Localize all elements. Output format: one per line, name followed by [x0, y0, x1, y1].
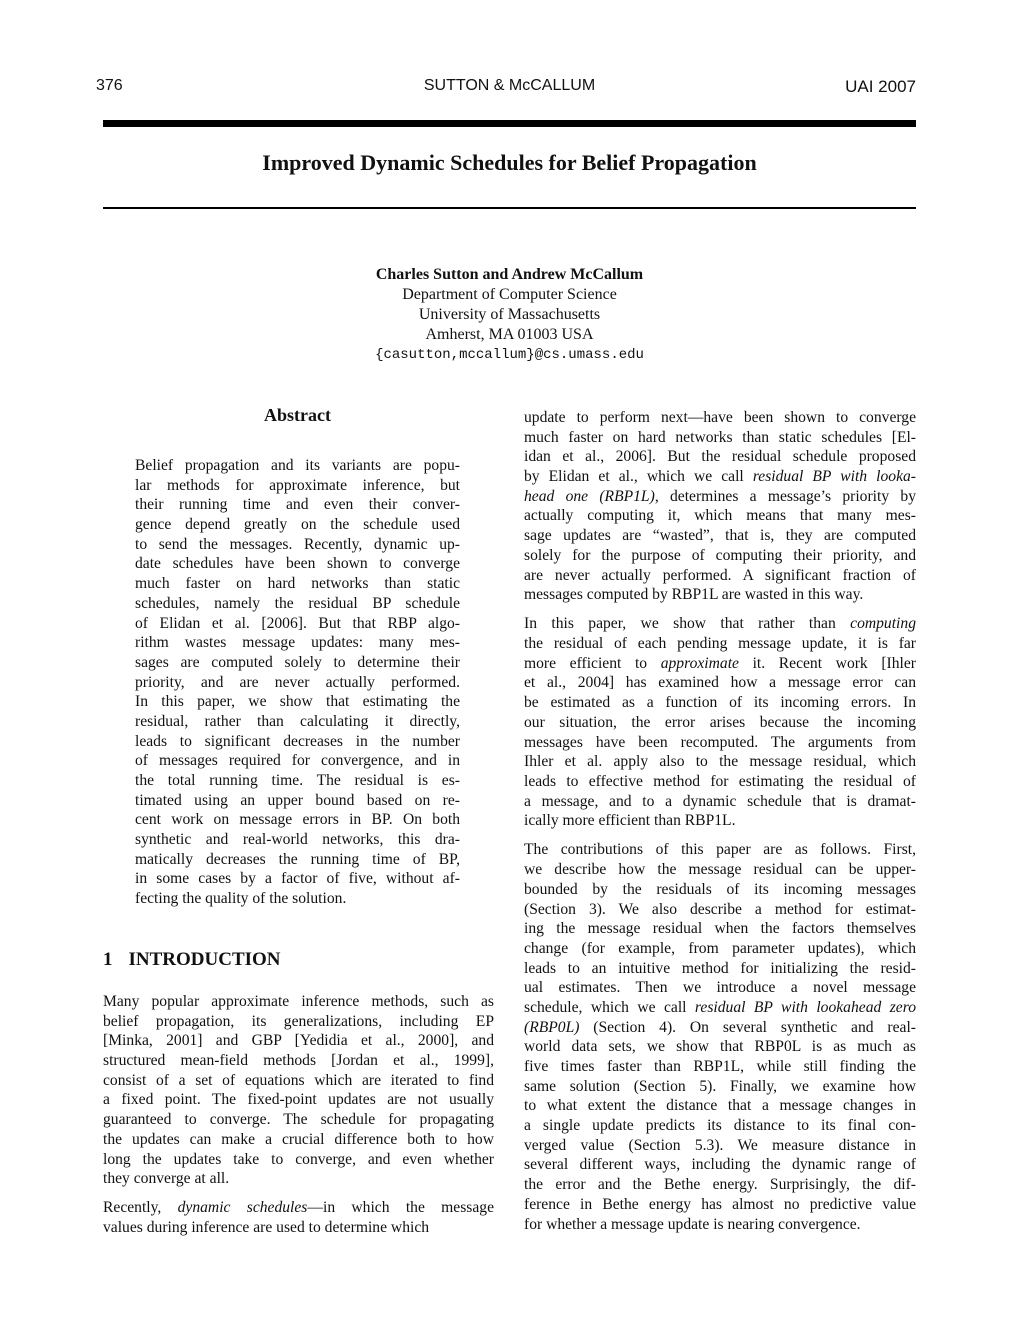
intro-body: [103, 992, 494, 1247]
text-line: consist of a set of equations which are iterated to find: [103, 1071, 494, 1089]
text-line: change (for example, from parameter updates), which: [524, 939, 916, 957]
text-line: [Minka, 2001] and GBP [Yedidia et al., 2000], and: [103, 1032, 494, 1050]
text-segment: In this paper, we show that rather than: [524, 615, 851, 633]
text-line: a fixed point. The fixed-point updates are not usually: [103, 1091, 494, 1109]
abstract-heading: Abstract: [264, 405, 331, 425]
text-line: leads to an intuitive method for initializing the resid-: [524, 959, 916, 977]
text-line: date schedules have been shown to converge: [135, 555, 460, 573]
text-line: we describe how the message residual can be upper-: [524, 861, 916, 879]
emphasis: (RBP0L): [524, 1018, 580, 1036]
running-title: SUTTON & McCALLUM: [423, 77, 596, 94]
text-line: solely for the purpose of computing their priority, and: [524, 546, 916, 564]
paragraph: [524, 408, 916, 605]
text-line: synthetic and real-world networks, this dra-: [135, 831, 460, 849]
emphasis: head one (RBP1L): [524, 487, 655, 505]
text-segment: Recently,: [103, 1199, 178, 1217]
text-line: structured mean-field methods [Jordan et al., 1999],: [103, 1052, 494, 1070]
text-line: The contributions of this paper are as follows. First,: [524, 841, 916, 859]
title-rule: [103, 207, 916, 209]
text-line: the updates can make a crucial difference both to how: [103, 1130, 494, 1148]
right-column-body: [524, 408, 916, 1244]
text-line: bounded by the residuals of its incoming messages: [524, 880, 916, 898]
text-line: et al., 2004] has examined how a message error can: [524, 674, 916, 692]
text-line: ference in Bethe energy has almost no predictive value: [524, 1195, 916, 1213]
text-line: the total running time. The residual is es-: [135, 772, 460, 789]
text-line: fecting the quality of the solution.: [135, 890, 347, 908]
text-line: be estimated as a function of its incoming errors. In: [524, 694, 916, 712]
text-segment: it. Recent work [Ihler: [738, 654, 916, 672]
author-names: Charles Sutton and Andrew McCallum: [375, 266, 644, 283]
emphasis: approximate: [660, 654, 739, 672]
text-line: Many popular approximate inference methods, such as: [103, 993, 494, 1010]
text-segment: by Elidan et al., which we call: [524, 468, 753, 486]
author-univ: University of Massachusetts: [418, 306, 601, 323]
paragraph: [524, 614, 916, 831]
text-line: to send the messages. Recently, dynamic up-: [135, 535, 460, 553]
text-line: schedules, namely the residual BP schedule: [135, 594, 460, 612]
text-line: are never actually performed. A significant fraction of: [524, 566, 916, 584]
text-line: the error and the Bethe energy. Surprisingly, the dif-: [524, 1176, 916, 1194]
text-line: five times faster than RBP1L, while still finding the: [524, 1058, 916, 1075]
text-line: ing the message residual when the factors themselves: [524, 920, 916, 938]
emphasis: residual BP with lookahead zero: [694, 998, 916, 1016]
text-segment: more efficient to: [524, 654, 661, 672]
text-line: messages computed by RBP1L are wasted in this way.: [524, 586, 864, 604]
section-heading: [103, 949, 281, 971]
text-line: lar methods for approximate inference, but: [135, 476, 460, 494]
section-number: 1: [103, 949, 113, 970]
text-line: leads to effective method for estimating the residual of: [524, 772, 916, 790]
text-line: rithm wastes message updates: many mes-: [135, 634, 460, 652]
text-line: [524, 654, 916, 674]
text-line: they converge at all.: [103, 1170, 230, 1188]
text-line: world data sets, we show that RBP0L is as much as: [524, 1038, 916, 1056]
text-line: [524, 467, 916, 487]
text-line: [524, 614, 916, 634]
text-line: Ihler et al. apply also to the message residual, which: [524, 753, 916, 771]
abstract-body: [135, 456, 460, 918]
emphasis: computing: [850, 615, 916, 633]
paragraph: [103, 992, 494, 1189]
text-line: cent work on message errors in BP. On both: [135, 811, 460, 829]
text-line: [103, 1198, 494, 1218]
paragraph: [135, 456, 460, 909]
text-line: long the updates take to converge, and even whether: [103, 1150, 494, 1168]
text-line: of Elidan et al. [2006]. But that RBP algo-: [135, 614, 460, 632]
text-line: gence depend greatly on the schedule used: [135, 516, 460, 534]
text-line: leads to significant decreases in the number: [135, 732, 460, 750]
text-line: of messages required for convergence, and in: [135, 752, 460, 770]
text-line: much faster on hard networks than static: [135, 575, 460, 593]
emphasis: dynamic schedules: [177, 1199, 308, 1217]
emphasis: residual BP with looka-: [752, 468, 916, 486]
author-dept: Department of Computer Science: [402, 286, 617, 303]
page-number: 376: [96, 77, 123, 94]
top-rule: [103, 120, 916, 127]
text-line: sage updates are “wasted”, that is, they are computed: [524, 527, 916, 545]
text-line: priority, and are never actually performed.: [135, 673, 460, 691]
text-line: [524, 998, 916, 1018]
author-address: Amherst, MA 01003 USA: [425, 326, 594, 343]
text-line: matically decreases the running time of BP,: [135, 850, 460, 868]
text-segment: —in which the message: [307, 1199, 495, 1217]
text-line: sages are computed solely to determine their: [135, 653, 460, 671]
text-line: idan et al., 2006]. But the residual schedule proposed: [524, 448, 916, 466]
text-line: values during inference are used to determine which: [103, 1219, 430, 1237]
text-line: [524, 1018, 916, 1038]
text-line: our situation, the error arises because the incoming: [524, 713, 916, 731]
text-line: ual estimates. Then we introduce a novel message: [524, 979, 916, 997]
text-line: update to perform next—have been shown to converge: [524, 409, 916, 426]
paragraph: [103, 1198, 494, 1237]
text-line: timated using an upper bound based on re-: [135, 791, 460, 809]
author-email: {casutton,mccallum}@cs.umass.edu: [375, 347, 644, 363]
text-line: In this paper, we show that estimating the: [135, 693, 460, 711]
text-line: a single update predicts its distance to its final con-: [524, 1117, 916, 1135]
text-line: much faster on hard networks than static schedules [El-: [524, 428, 916, 446]
text-line: [524, 487, 916, 507]
paragraph: [524, 840, 916, 1234]
text-line: Belief propagation and its variants are popu-: [135, 457, 460, 474]
venue: UAI 2007: [845, 77, 916, 96]
text-line: their running time and even their conver-: [135, 496, 460, 514]
text-line: verged value (Section 5.3). We measure distance in: [524, 1136, 916, 1154]
text-line: residual, rather than calculating it directly,: [135, 712, 460, 730]
text-line: the residual of each pending message update, it is far: [524, 635, 916, 653]
text-line: same solution (Section 5). Finally, we examine how: [524, 1077, 916, 1095]
text-segment: , determines a message’s priority by: [654, 487, 916, 505]
text-line: belief propagation, its generalizations, including EP: [103, 1012, 494, 1030]
text-line: ically more efficient than RBP1L.: [524, 812, 736, 830]
text-line: actually computing it, which means that many mes-: [524, 507, 916, 525]
section-title: INTRODUCTION: [128, 949, 281, 970]
text-line: messages have been recomputed. The arguments from: [524, 733, 916, 751]
text-line: (Section 3). We also describe a method for estimat-: [524, 900, 916, 918]
text-line: guaranteed to converge. The schedule for propagating: [103, 1111, 494, 1129]
text-line: a message, and to a dynamic schedule that is dramat-: [524, 792, 916, 810]
text-line: in some cases by a factor of five, without af-: [135, 870, 460, 888]
text-segment: (Section 4). On several synthetic and real-: [579, 1018, 916, 1036]
text-line: to what extent the distance that a message changes in: [524, 1097, 916, 1115]
text-line: for whether a message update is nearing convergence.: [524, 1215, 861, 1233]
text-segment: schedule, which we call: [524, 998, 695, 1016]
text-line: several different ways, including the dynamic range of: [524, 1156, 916, 1174]
paper-title: Improved Dynamic Schedules for Belief Propagation: [262, 150, 757, 175]
